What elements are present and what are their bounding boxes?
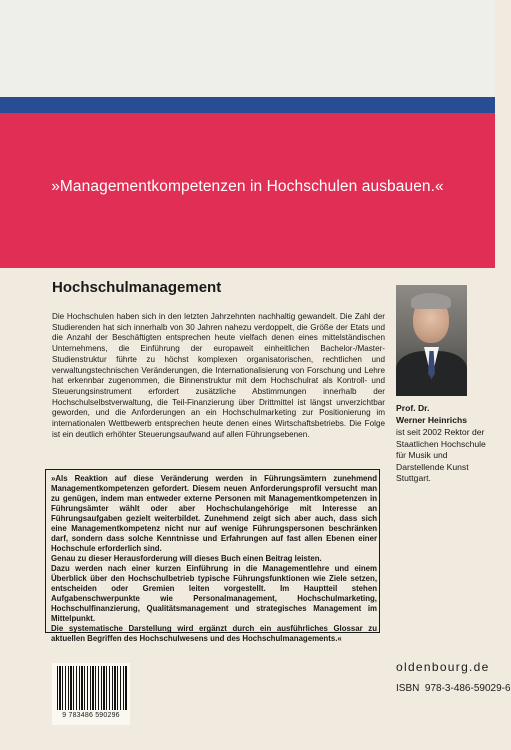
- photo-hair: [411, 293, 451, 309]
- quote-paragraph: »Als Reaktion auf diese Veränderung werden in Führungsämtern zunehmend Managementkompetenzen gefordert. Diesem neuen Anforderungsprofil versucht man zu genügen, indem man entweder externe Personen mit Managementkompetenzen in Führungsämter wählt oder aber Hochschulangehörige mit Interesse an Führungsaufgaben gezielt weiterbildet. Zunehmend zeigt sich aber auch, dass sich eine Managementkompetenz nicht nur auf wenige Führungspersonen beschränken darf, sondern dass solche Kenntnisse und Erfahrungen auf fast allen Ebenen einer Hochschule erforderlich sind.: [51, 474, 377, 553]
- author-bio: ist seit 2002 Rektor der Staatlichen Hochschule für Musik und Darstellende Kunst Stuttgart.: [396, 427, 486, 483]
- quote-paragraph: Die systematische Darstellung wird ergänzt durch ein ausführliches Glossar zu aktuellen Begriffen des Hochschulwesens und des Hochschulmanagements.«: [51, 624, 377, 643]
- intro-text: Die Hochschulen haben sich in den letzten Jahrzehnten nachhaltig gewandelt. Die Zahl der Studierenden hat sich innerhalb von 30 Jahren nahezu verdoppelt, die Größe der Etats und die Anzahl der Beschäftigten entsprechen heute vielfach denen eines mittelständischen Unternehmens, die Einführung der europaweit einheitlichen Bachelor-/Master-Studienstruktur führte zu höchst komplexen organisatorischen, rechtlichen und verwaltungstechnischen Veränderungen, die Internationalisierung von Forschung und Lehre hat erkennbar zugenommen, die Binnenstruktur mit dem Hochschulrat als Kontroll- und Steuerungsinstrument erfordert zusätzliche Abstimmungen innerhalb der Hochschulselbstverwaltung, die Teil-Finanzierung über Drittmittel ist längst unverzichtbar geworden, und die Anforderungen an ein Hochschulmarketing zur Positionierung im internationalen Wettbewerb entsprechen heute denen eines Wirtschaftsbetriebs. Die Folge ist ein deutlich erhöhter Steuerungsaufwand auf allen Führungsebenen.: [52, 312, 385, 439]
- barcode: [52, 663, 130, 725]
- author-photo: [396, 285, 467, 390]
- author-name: Werner Heinrichs: [396, 414, 468, 425]
- barcode-bars: [57, 666, 127, 710]
- publisher-url: oldenbourg.de: [396, 660, 490, 674]
- isbn-line: [396, 683, 511, 694]
- quote-paragraph: Dazu werden nach einer kurzen Einführung in die Managementlehre und einem Überblick über den Hochschulbetrieb typische Führungsfunktionen wie Ziele setzen, entscheiden oder Gremien leiten vorgestellt. Im Hauptteil stehen Aufgabenschwerpunkte wie Personalmanagement, Hochschulmarketing, Hochschulfinanzierung, Qualitätsmanagement und strategisches Management im Mittelpunkt.: [51, 564, 377, 623]
- author-name-block: [396, 403, 490, 426]
- barcode-digits: 9 783486 590296: [62, 712, 120, 719]
- blue-stripe: [0, 97, 495, 113]
- isbn-number: 978-3-486-59029-6: [424, 683, 511, 694]
- tagline: »Managementkompetenzen in Hochschulen ausbauen.«: [51, 178, 444, 195]
- book-title: Hochschulmanagement: [52, 279, 222, 296]
- isbn-label: ISBN: [396, 683, 420, 694]
- top-band: [0, 0, 495, 97]
- author-title: Prof. Dr.: [396, 403, 430, 413]
- quote-paragraph: Genau zu dieser Herausforderung will dieses Buch einen Beitrag leisten.: [51, 554, 322, 563]
- quote-text: [51, 474, 377, 644]
